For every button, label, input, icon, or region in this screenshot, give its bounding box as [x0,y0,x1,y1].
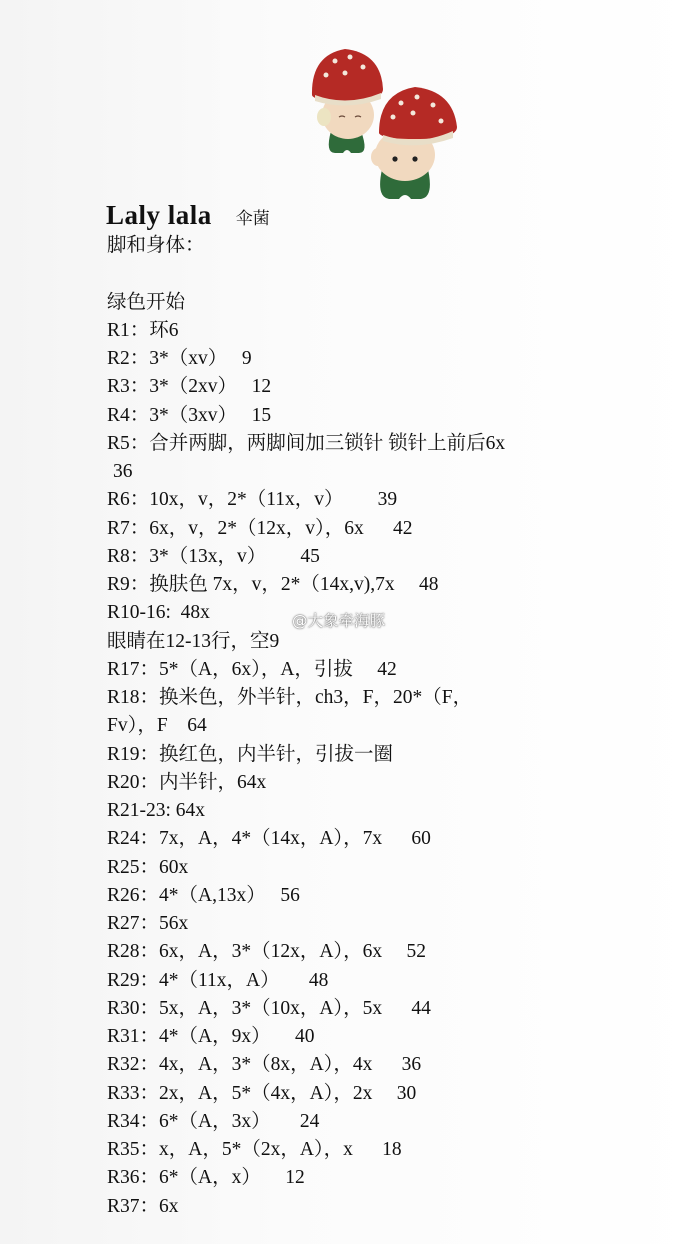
round-line: R34：6*（A，3x） 24 [107,1110,320,1132]
round-line: R7：6x，v，2*（12x，v），6x 42 [107,517,413,539]
round-line: R25：60x [107,856,189,878]
round-line: R10-16: 48x [107,602,210,624]
round-line: R8：3*（13x，v） 45 [107,545,320,567]
pattern-instructions [107,232,505,1221]
round-line: R26：4*（A,13x） 56 [107,884,300,906]
round-line: R20：内半针，64x [107,771,267,793]
crochet-mushroom-dolls-photo [295,35,485,210]
round-line: R24：7x，A，4*（14x，A），7x 60 [107,828,431,850]
blank-line [107,260,505,288]
round-line-continuation: 36 [113,461,133,482]
back-doll [312,49,383,153]
section-heading: 脚和身体： [107,235,205,256]
front-doll [371,87,457,199]
round-line: R18：换米色，外半针，ch3，F，20*（F， [107,687,473,708]
round-line: R5：合并两脚，两脚间加三锁针 锁针上前后6x [107,432,506,454]
round-line: R36：6*（A，x） 12 [107,1167,305,1189]
round-line: R29：4*（11x，A） 48 [107,969,329,991]
round-line: R6：10x，v，2*（11x，v） 39 [107,489,398,511]
round-line: R4：3*（3xv） 15 [107,404,272,426]
round-line: R21-23: 64x [107,800,206,821]
round-line: R30：5x，A，3*（10x，A），5x 44 [107,997,431,1019]
round-line: R33：2x，A，5*（4x，A），2x 30 [107,1082,417,1104]
watermark: @大象牵海豚 [292,612,386,630]
round-line: R35：x，A，5*（2x，A），x 18 [107,1139,402,1160]
pattern-header [106,200,270,231]
round-line: R9：换肤色 7x，v，2*（14x,v),7x 48 [107,574,439,595]
round-line: R32：4x，A，3*（8x，A），4x 36 [107,1054,422,1076]
round-line: R31：4*（A，9x） 40 [107,1026,315,1047]
pattern-title: Laly lala [106,200,212,230]
color-start-line: 绿色开始 [107,291,186,313]
note-line: 眼睛在12-13行，空9 [107,630,280,652]
round-line: R2：3*（xv） 9 [107,348,252,369]
pattern-subtitle: 伞菌 [235,209,270,229]
round-line: R37：6x [107,1195,179,1217]
round-line: R28：6x，A，3*（12x，A），6x 52 [107,941,427,963]
round-line: R19：换红色，内半针，引拔一圈 [107,743,394,765]
round-line: R1：环6 [107,319,179,341]
round-line-continuation: Fv），F 64 [107,715,207,737]
round-line: R27：56x [107,913,189,934]
round-line: R17：5*（A，6x），A，引拔 42 [107,658,397,680]
round-line: R3：3*（2xv） 12 [107,376,272,398]
